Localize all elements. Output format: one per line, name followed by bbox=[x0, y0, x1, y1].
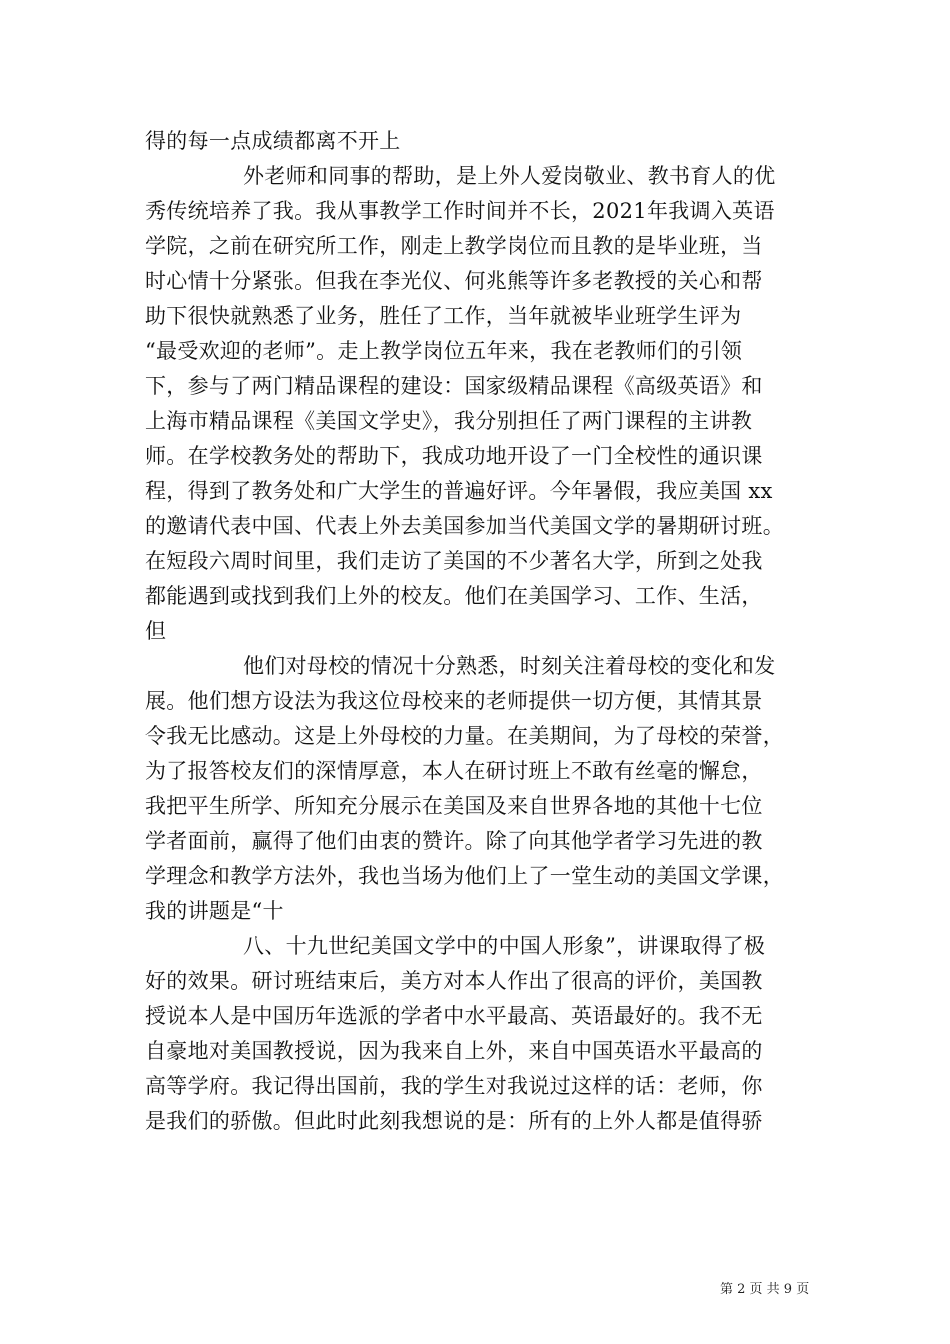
text-line-28: 高等学府。我记得出国前，我的学生对我说过这样的话：老师，你 bbox=[145, 1074, 763, 1098]
text-line-27: 自豪地对美国教授说，因为我来自上外，来自中国英语水平最高的 bbox=[145, 1039, 763, 1063]
text-line-18: 令我无比感动。这是上外母校的力量。在美期间，为了母校的荣誉， bbox=[145, 724, 784, 748]
text-line-22: 学理念和教学方法外，我也当场为他们上了一堂生动的美国文学课， bbox=[145, 864, 784, 888]
text-line-12: 的邀请代表中国、代表上外去美国参加当代美国文学的暑期研讨班。 bbox=[145, 514, 784, 538]
text-line-16: 他们对母校的情况十分熟悉，时刻关注着母校的变化和发 bbox=[243, 654, 776, 678]
text-line-10: 师。在学校教务处的帮助下，我成功地开设了一门全校性的通识课 bbox=[145, 444, 763, 468]
text-line-23: 我的讲题是“十 bbox=[145, 899, 284, 923]
text-line-9: 上海市精品课程《美国文学史》，我分别担任了两门课程的主讲教 bbox=[145, 409, 753, 433]
text-line-26: 授说本人是中国历年选派的学者中水平最高、英语最好的。我不无 bbox=[145, 1004, 763, 1028]
text-line-4: 学院，之前在研究所工作，刚走上教学岗位而且教的是毕业班，当 bbox=[145, 234, 763, 258]
text-line-15: 但 bbox=[145, 619, 167, 643]
page-number-footer: 第 2 页 共 9 页 bbox=[720, 1282, 810, 1297]
text-line-17: 展。他们想方设法为我这位母校来的老师提供一切方便，其情其景 bbox=[145, 689, 763, 713]
text-line-20: 我把平生所学、所知充分展示在美国及来自世界各地的其他十七位 bbox=[145, 794, 763, 818]
text-line-8: 下，参与了两门精品课程的建设：国家级精品课程《高级英语》和 bbox=[145, 374, 763, 398]
text-line-19: 为了报答校友们的深情厚意，本人在研讨班上不敢有丝毫的懈怠， bbox=[145, 759, 763, 783]
text-line-25: 好的效果。研讨班结束后，美方对本人作出了很高的评价，美国教 bbox=[145, 969, 763, 993]
text-line-24: 八、十九世纪美国文学中的中国人形象”，讲课取得了极 bbox=[243, 934, 766, 958]
text-line-7: “最受欢迎的老师”。走上教学岗位五年来，我在老教师们的引领 bbox=[145, 339, 743, 363]
text-line-3: 秀传统培养了我。我从事教学工作时间并不长，2021年我调入英语 bbox=[145, 199, 775, 223]
text-line-14: 都能遇到或找到我们上外的校友。他们在美国学习、工作、生活， bbox=[145, 584, 763, 608]
text-line-13: 在短段六周时间里，我们走访了美国的不少著名大学，所到之处我 bbox=[145, 549, 763, 573]
text-line-5: 时心情十分紧张。但我在李光仪、何兆熊等许多老教授的关心和帮 bbox=[145, 269, 763, 293]
text-line-11: 程，得到了教务处和广大学生的普遍好评。今年暑假，我应美国 xx bbox=[145, 479, 773, 503]
text-line-2: 外老师和同事的帮助，是上外人爱岗敬业、教书育人的优 bbox=[243, 164, 776, 188]
text-line-6: 助下很快就熟悉了业务，胜任了工作，当年就被毕业班学生评为 bbox=[145, 304, 742, 328]
text-line-1: 得的每一点成绩都离不开上 bbox=[145, 129, 401, 153]
text-line-21: 学者面前，赢得了他们由衷的赞许。除了向其他学者学习先进的教 bbox=[145, 829, 763, 853]
text-line-29: 是我们的骄傲。但此时此刻我想说的是：所有的上外人都是值得骄 bbox=[145, 1109, 763, 1133]
